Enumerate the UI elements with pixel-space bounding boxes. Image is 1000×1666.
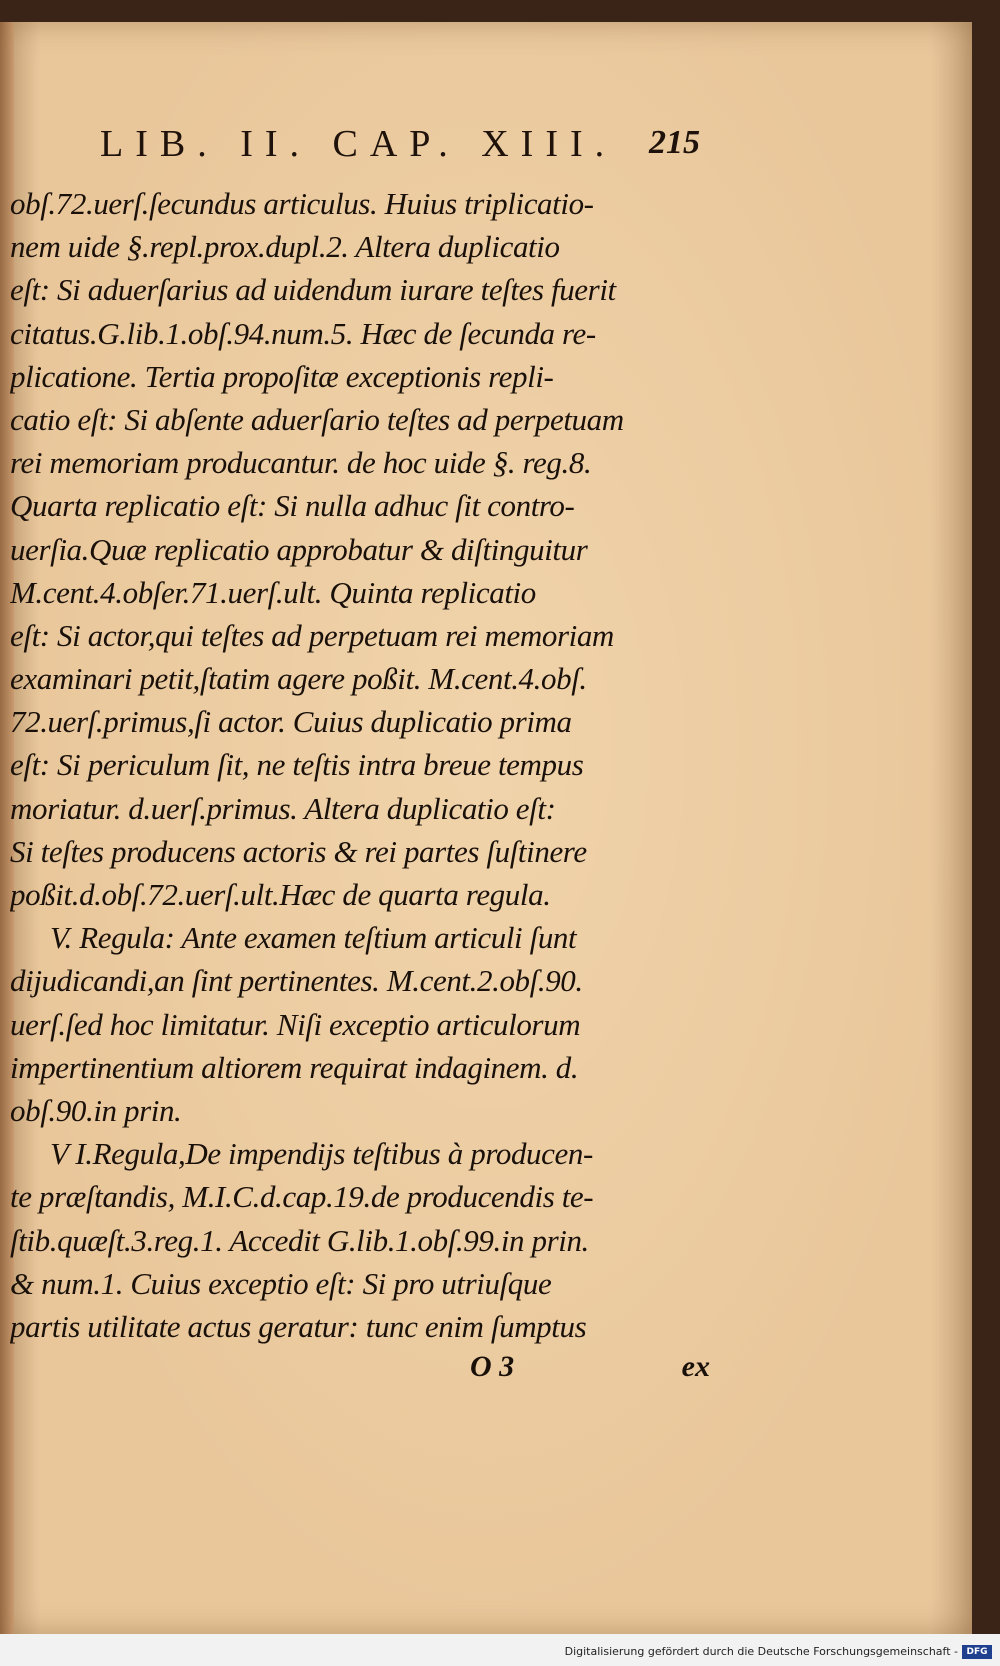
text-line: Si teſtes producens actoris & rei partes ſuſtinere <box>10 833 587 869</box>
text-line: eſt: Si aduerſarius ad uidendum iurare teſtes fuerit <box>10 272 616 308</box>
text-line: uerſ.ſed hoc limitatur. Niſi exceptio articulorum <box>10 1006 581 1042</box>
text-line: nem uide §.repl.prox.dupl.2. Altera duplicatio <box>10 229 560 265</box>
text-line: moriatur. d.uerſ.primus. Altera duplicatio eſt: <box>10 790 556 826</box>
funding-credit: Digitalisierung gefördert durch die Deutsche Forschungsgemeinschaft - <box>564 1645 958 1658</box>
digitization-footer <box>0 1634 1000 1666</box>
text-line: obſ.90.in prin. <box>10 1092 182 1128</box>
text-line: examinari petit,ſtatim agere poßit. M.cent.4.obſ. <box>10 661 587 697</box>
text-line: & num.1. Cuius exceptio eſt: Si pro utriuſque <box>10 1265 552 1301</box>
text-line: V I.Regula,De impendijs teſtibus à producen- <box>50 1136 593 1172</box>
text-line: impertinentium altiorem requirat indaginem. d. <box>10 1049 579 1085</box>
text-line: obſ.72.uerſ.ſecundus articulus. Huius triplicatio- <box>10 186 594 221</box>
folio-number: 215 <box>649 124 700 161</box>
text-line: te præſtandis, M.I.C.d.cap.19.de producendis te- <box>10 1179 594 1215</box>
text-line: poßit.d.obſ.72.uerſ.ult.Hæc de quarta regula. <box>10 877 551 912</box>
dfg-logo: DFG <box>962 1645 992 1659</box>
text-line: V. Regula: Ante examen teſtium articuli ſunt <box>50 920 577 956</box>
text-line: eſt: Si actor,qui teſtes ad perpetuam rei memoriam <box>10 617 614 653</box>
text-line: dijudicandi,an ſint pertinentes. M.cent.2.obſ.90. <box>10 963 583 999</box>
text-line: rei memoriam producantur. de hoc uide §. reg.8. <box>10 445 592 481</box>
text-line: citatus.G.lib.1.obſ.94.num.5. Hæc de ſecunda re- <box>10 315 596 351</box>
text-line: eſt: Si periculum ſit, ne teſtis intra breue tempus <box>10 747 584 783</box>
text-line: catio eſt: Si abſente aduerſario teſtes ad perpetuam <box>10 401 624 437</box>
signature-mark: O 3 <box>470 1350 515 1383</box>
text-line: plicatione. Tertia propoſitæ exceptionis repli- <box>10 358 554 394</box>
text-line: M.cent.4.obſer.71.uerſ.ult. Quinta replicatio <box>10 574 536 610</box>
page-header <box>100 122 700 172</box>
text-line: partis utilitate actus geratur: tunc enim ſumptus <box>10 1308 587 1344</box>
running-head: LIB. II. CAP. XIII. <box>100 123 617 165</box>
page-footer-marks <box>470 1350 710 1390</box>
body-text <box>10 182 690 1348</box>
text-line: uerſia.Quæ replicatio approbatur & diſtinguitur <box>10 531 588 567</box>
text-line: 72.uerſ.primus,ſi actor. Cuius duplicatio prima <box>10 704 572 740</box>
catchword: ex <box>681 1350 710 1383</box>
text-line: ſtib.quæſt.3.reg.1. Accedit G.lib.1.obſ.99.in prin. <box>10 1222 589 1258</box>
book-page <box>0 22 972 1634</box>
text-line: Quarta replicatio eſt: Si nulla adhuc ſit contro- <box>10 488 575 524</box>
